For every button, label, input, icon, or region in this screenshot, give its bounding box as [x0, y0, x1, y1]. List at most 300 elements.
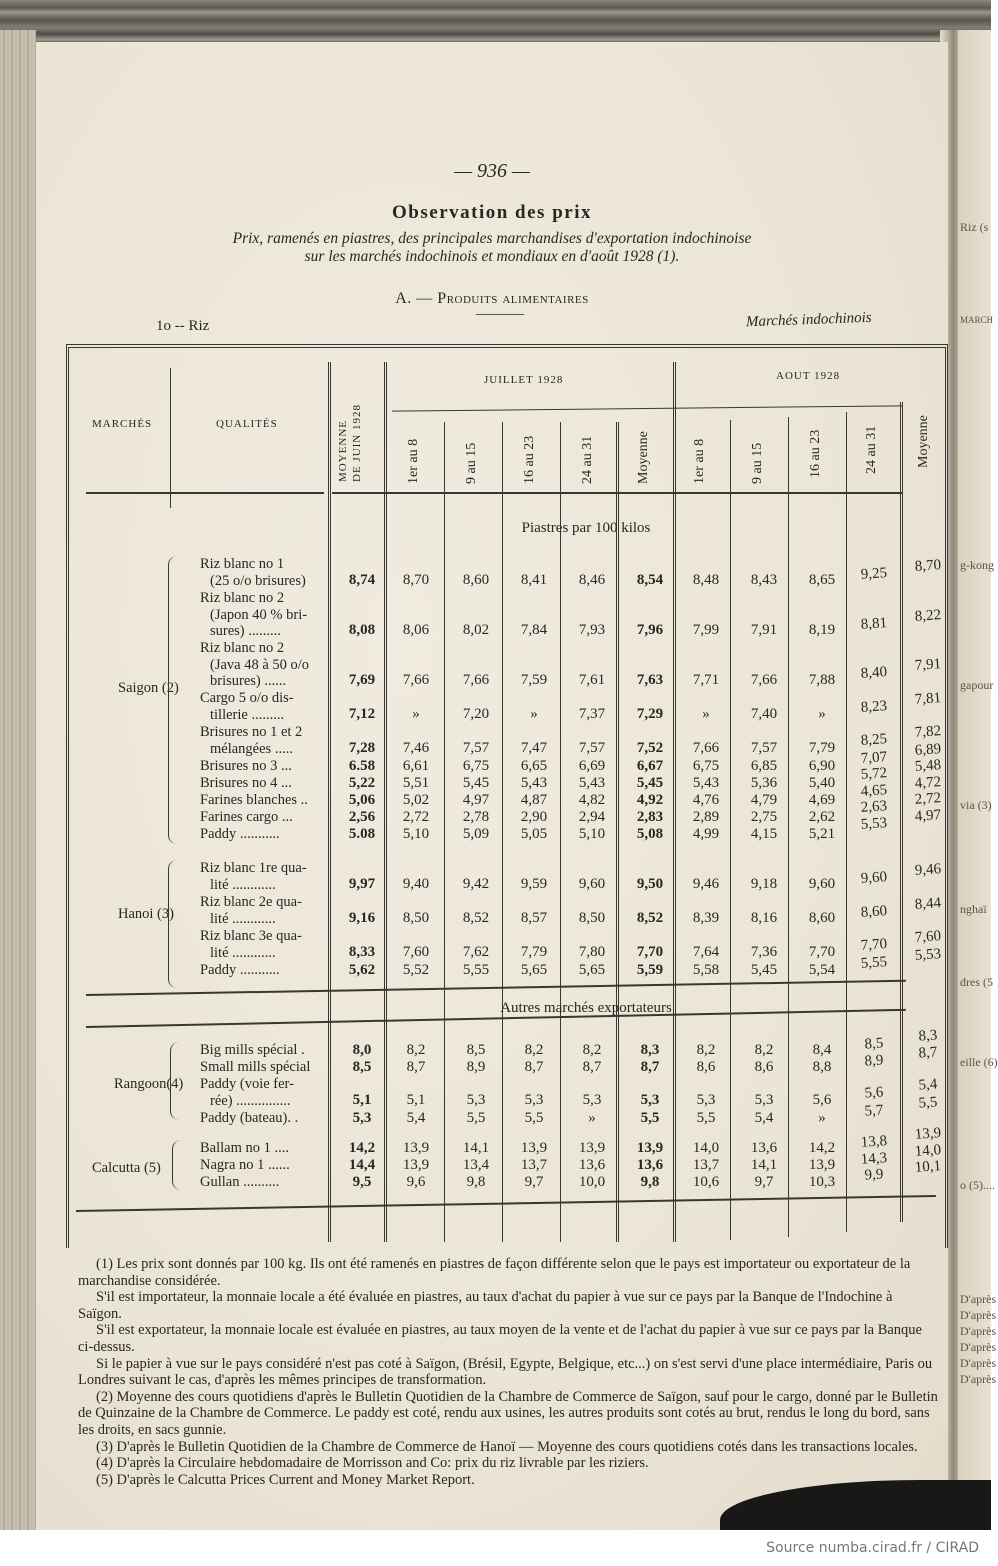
- markets-label: Marchés indochinois: [745, 309, 872, 331]
- table-cell: 4,65: [860, 782, 888, 800]
- quality-line: Riz blanc 1re qua-: [200, 860, 307, 876]
- table-cell: 6,67: [636, 758, 664, 774]
- table-cell: 10,0: [578, 1174, 606, 1190]
- table-cell: 13,6: [636, 1157, 664, 1173]
- table-cell: 10,6: [692, 1174, 720, 1190]
- table-cell: 6,75: [462, 758, 490, 774]
- col-group-juillet: [484, 372, 563, 388]
- table-cell: 2,75: [750, 809, 778, 825]
- brace: [170, 1042, 179, 1120]
- table-cell: 7,81: [914, 690, 942, 708]
- footnote: S'il est importateur, la monnaie locale a été évaluée en piastres, au taux d'achat du papier à vue sur ce pays par la Banque de l'Indochine à Saïgon.: [78, 1289, 893, 1322]
- table-cell: »: [412, 706, 420, 722]
- table-cell: 6,65: [520, 758, 548, 774]
- table-cell: 7,66: [402, 672, 430, 688]
- table-cell: 5,02: [402, 792, 430, 808]
- table-cell: 4,79: [750, 792, 778, 808]
- table-cell: 8,9: [864, 1052, 884, 1070]
- table-cell: 5,4: [918, 1076, 938, 1094]
- quality-line: Paddy ...........: [200, 826, 280, 842]
- table-cell: 8,40: [860, 664, 888, 682]
- table-cell: 8,16: [750, 910, 778, 926]
- table-cell: 7,60: [914, 928, 942, 946]
- facing-page: [958, 30, 998, 1530]
- table-cell: 8,8: [812, 1059, 832, 1075]
- table-cell: 9,5: [352, 1174, 372, 1190]
- table-cell: 5,08: [636, 826, 664, 842]
- table-cell: 14,0: [692, 1140, 720, 1156]
- table-cell: 8,2: [696, 1042, 716, 1058]
- table-cell: 7,91: [750, 622, 778, 638]
- table-cell: 5,3: [696, 1092, 716, 1108]
- table-cell: 8,52: [462, 910, 490, 926]
- table-cell: 8,60: [462, 572, 490, 588]
- table-cell: 9,50: [636, 876, 664, 892]
- source-credit: Source numba.cirad.fr / CIRAD: [766, 1540, 979, 1556]
- table-cell: 8,3: [918, 1027, 938, 1045]
- table-cell: 7,52: [636, 740, 664, 756]
- divider: [170, 368, 171, 508]
- col-header-juillet-moyenne: Moyenne: [636, 431, 651, 484]
- quality-line: Gullan ..........: [200, 1174, 280, 1190]
- table-cell: 8,23: [860, 698, 888, 716]
- table-cell: 4,72: [914, 774, 942, 792]
- col-header-line: MOYENNE: [337, 420, 349, 482]
- quality-line: Paddy ...........: [200, 962, 280, 978]
- table-cell: 7,57: [578, 740, 606, 756]
- table-cell: 8,50: [402, 910, 430, 926]
- facing-text: D'après: [960, 1308, 997, 1322]
- col-header-line: DE JUIN 1928: [351, 404, 363, 482]
- table-cell: 8,5: [864, 1035, 884, 1053]
- table-cell: 2,78: [462, 809, 490, 825]
- table-cell: 9,46: [914, 861, 942, 879]
- table-cell: 2,89: [692, 809, 720, 825]
- table-cell: 7,64: [692, 944, 720, 960]
- table-cell: 6,90: [808, 758, 836, 774]
- table-cell: 9,97: [348, 876, 376, 892]
- quality-line: (25 o/o brisures): [210, 572, 306, 589]
- table-cell: 9,59: [520, 876, 548, 892]
- table-cell: 5,10: [402, 826, 430, 842]
- table-cell: 7,28: [348, 740, 376, 756]
- table-cell: 5,5: [918, 1094, 938, 1112]
- quality-line: Riz blanc 2e qua-: [200, 894, 302, 910]
- table-cell: 5,09: [462, 826, 490, 842]
- table-cell: 13,9: [402, 1157, 430, 1173]
- footnote: (1) Les prix sont donnés par 100 kg. Ils ont été ramenés en piastres de façon différente selon que le pays est importateur ou exportateur de la marchandise considérée.: [78, 1256, 911, 1289]
- table-cell: 8,33: [348, 944, 376, 960]
- table-cell: 7,96: [636, 622, 664, 638]
- quality-line: Brisures no 1 et 2: [200, 724, 303, 740]
- footnote: Si le papier à vue sur le pays considéré n'est pas coté à Saïgon, (Brésil, Egypte, Belgique, etc...) on s'est servi d'une place intermédiaire, Paris ou Londres suivant le cas, d'après les mêmes principes de transformation.: [78, 1355, 933, 1389]
- table-cell: 8,5: [466, 1042, 486, 1058]
- table-cell: 13,9: [578, 1140, 606, 1156]
- table-cell: 7,57: [750, 740, 778, 756]
- table-cell: 6,69: [578, 758, 606, 774]
- table-cell: 2,63: [860, 798, 888, 816]
- quality-line: Brisures no 3 ...: [200, 758, 292, 774]
- table-cell: 8,08: [348, 622, 376, 638]
- footnote: (5) D'après le Calcutta Prices Current and Money Market Report.: [96, 1471, 475, 1488]
- table-cell: 7,80: [578, 944, 606, 960]
- table-cell: 14,3: [860, 1150, 888, 1168]
- table-cell: 5,65: [578, 962, 606, 978]
- table-cell: 8,81: [860, 615, 888, 633]
- footnote: (4) D'après la Circulaire hebdomadaire de Morrisson and Co: prix du riz livrable par les riziers.: [96, 1455, 649, 1472]
- table-cell: 5,55: [462, 962, 490, 978]
- table-cell: 4,97: [914, 807, 942, 825]
- document-page: [36, 42, 948, 1530]
- table-cell: 9,8: [466, 1174, 486, 1190]
- book-top-edge: [0, 0, 991, 42]
- table-cell: 5,53: [860, 815, 888, 833]
- table-cell: 8,46: [578, 572, 606, 588]
- table-cell: 8,06: [402, 622, 430, 638]
- page-title: Observation des prix: [392, 202, 592, 223]
- table-cell: 8,70: [402, 572, 430, 588]
- table-cell: 7,70: [860, 936, 888, 954]
- table-cell: 8,60: [808, 910, 836, 926]
- quality-line: Ballam no 1 ....: [200, 1140, 290, 1156]
- table-cell: 5,72: [860, 765, 888, 783]
- table-cell: 7,66: [750, 672, 778, 688]
- quality-line: (Japon 40 % bri-: [210, 606, 308, 623]
- facing-text: D'après: [960, 1356, 997, 1370]
- table-cell: 8,52: [636, 910, 664, 926]
- table-cell: 5,21: [808, 826, 836, 842]
- facing-text: gapour: [960, 678, 994, 692]
- table-cell: 5,22: [348, 775, 376, 791]
- page-number: — 936 —: [454, 160, 530, 182]
- table-cell: 14,1: [462, 1140, 490, 1156]
- quality-line: Farines blanches ..: [200, 792, 308, 808]
- table-cell: 7,66: [692, 740, 720, 756]
- facing-text: MARCH: [960, 315, 994, 325]
- col-group-aout: [776, 368, 840, 384]
- market-saigon: Saigon (2): [118, 680, 179, 696]
- table-cell: 8,65: [808, 572, 836, 588]
- col-header-aout-1: 1er au 8: [692, 438, 707, 484]
- table-cell: 8,43: [750, 572, 778, 588]
- table-cell: 5,3: [582, 1092, 602, 1108]
- table-cell: 5,58: [692, 962, 720, 978]
- quality-line: Small mills spécial: [200, 1059, 311, 1075]
- table-cell: 8,25: [860, 731, 888, 749]
- section-heading: [36, 290, 948, 308]
- section-prefix: A. —: [395, 290, 433, 307]
- facing-text: via (3): [960, 798, 992, 812]
- table-cell: 7,62: [462, 944, 490, 960]
- table-cell: 4,99: [692, 826, 720, 842]
- table-cell: 5,1: [352, 1092, 372, 1108]
- table-cell: 13,6: [578, 1157, 606, 1173]
- table-cell: 8,19: [808, 622, 836, 638]
- table-cell: 8,6: [754, 1059, 774, 1075]
- table-cell: 8,5: [352, 1059, 372, 1075]
- quality-line: Farines cargo ...: [200, 809, 293, 825]
- table-cell: 5,5: [640, 1110, 660, 1126]
- table-cell: 5,43: [578, 775, 606, 791]
- table-cell: 5,7: [864, 1102, 884, 1120]
- table-cell: 8,7: [406, 1059, 426, 1075]
- table-cell: 2,94: [578, 809, 606, 825]
- table-cell: 2,72: [402, 809, 430, 825]
- table-cell: 9,60: [578, 876, 606, 892]
- table-cell: 14,4: [348, 1157, 376, 1173]
- table-cell: 13,4: [462, 1157, 490, 1173]
- table-cell: 8,22: [914, 607, 942, 625]
- quality-line: (Java 48 à 50 o/o: [210, 656, 310, 673]
- quality-line: Brisures no 4 ...: [200, 775, 292, 791]
- col-header-aout-4: 24 au 31: [864, 425, 879, 474]
- table-cell: 5,1: [406, 1092, 426, 1108]
- footnotes: [78, 1256, 938, 1488]
- table-cell: 7,70: [808, 944, 836, 960]
- table-cell: 6.58: [348, 758, 376, 774]
- table-cell: 5,54: [808, 962, 836, 978]
- table-cell: 2,83: [636, 809, 664, 825]
- table-cell: 9,18: [750, 876, 778, 892]
- table-cell: 7,63: [636, 672, 664, 688]
- table-cell: 8,60: [860, 903, 888, 921]
- table-cell: 8,7: [582, 1059, 602, 1075]
- table-cell: 5,36: [750, 775, 778, 791]
- table-cell: 7,59: [520, 672, 548, 688]
- table-cell: 5,3: [640, 1092, 660, 1108]
- table-cell: 14,1: [750, 1157, 778, 1173]
- subtitle-line: Prix, ramenés en piastres, des principales marchandises d'exportation indochinoise: [232, 230, 752, 247]
- table-cell: 2,56: [348, 809, 376, 825]
- col-header-juillet-4: 24 au 31: [580, 435, 595, 484]
- table-cell: 8,9: [466, 1059, 486, 1075]
- table-cell: 8,4: [812, 1042, 832, 1058]
- table-cell: 5,52: [402, 962, 430, 978]
- table-cell: 5,06: [348, 792, 376, 808]
- col-header-aout-2: 9 au 15: [750, 442, 765, 484]
- table-cell: 7,36: [750, 944, 778, 960]
- table-cell: 5,10: [578, 826, 606, 842]
- table-cell: 8,54: [636, 572, 664, 588]
- table-cell: 13,9: [520, 1140, 548, 1156]
- table-cell: 5,4: [406, 1110, 426, 1126]
- facing-text: eille (6): [960, 1055, 998, 1069]
- table-cell: 7,99: [692, 622, 720, 638]
- table-cell: 5,5: [524, 1110, 544, 1126]
- table-cell: 2,90: [520, 809, 548, 825]
- table-cell: 5,40: [808, 775, 836, 791]
- divider: [476, 314, 524, 315]
- table-cell: 13,9: [914, 1125, 942, 1143]
- table-cell: 8,41: [520, 572, 548, 588]
- col-group-label: JUILLET 1928: [484, 374, 564, 386]
- col-header-juillet-1: 1er au 8: [406, 438, 421, 484]
- table-cell: 7,29: [636, 706, 664, 722]
- table-cell: 8,74: [348, 572, 376, 588]
- table-cell: 8,44: [914, 895, 942, 913]
- table-cell: 9,46: [692, 876, 720, 892]
- footnote: (3) D'après le Bulletin Quotidien de la Chambre de Commerce de Hanoï — Moyenne des cours quotidiens cotés dans les transactions locales.: [96, 1438, 918, 1455]
- table-cell: 8,02: [462, 622, 490, 638]
- table-cell: 8,57: [520, 910, 548, 926]
- table-cell: 6,75: [692, 758, 720, 774]
- table-cell: 5,3: [466, 1092, 486, 1108]
- table-cell: 4,69: [808, 792, 836, 808]
- table-cell: 5,55: [860, 954, 888, 972]
- table-cell: 7,61: [578, 672, 606, 688]
- col-group-label: AOUT 1928: [776, 370, 841, 382]
- table-cell: 8,3: [640, 1042, 660, 1058]
- table-cell: 8,7: [524, 1059, 544, 1075]
- table-cell: 8,50: [578, 910, 606, 926]
- header-rule: [86, 492, 324, 494]
- footnote: (2) Moyenne des cours quotidiens d'après le Bulletin Quotidien de la Chambre de Commerce de Saïgon, sauf pour le cargo, donné par le Bulletin de Quinzaine de la Chambre de Commerce. Le paddy est coté, rendu aux usines, les autres produits sont cotés au brut, rendus le long du bord, sans les droits, en sacs gunnie.: [78, 1388, 938, 1438]
- table-cell: 5,6: [812, 1092, 832, 1108]
- table-cell: 5,62: [348, 962, 376, 978]
- table-cell: 6,89: [914, 741, 942, 759]
- footnote: S'il est exportateur, la monnaie locale est évaluée en piastres, au taux moyen de la vente et de l'achat du papier à vue sur ce pays par la Banque ci-dessus.: [78, 1322, 922, 1355]
- table-cell: 6,85: [750, 758, 778, 774]
- table-cell: 13,7: [692, 1157, 720, 1173]
- col-header-qualites: QUALITÉS: [216, 418, 278, 430]
- quality-line: lité ............: [210, 876, 276, 893]
- header-rule: [332, 492, 902, 494]
- table-cell: 6,61: [402, 758, 430, 774]
- table-cell: 7,91: [914, 656, 942, 674]
- table-cell: 9,6: [406, 1174, 426, 1190]
- brace: [168, 556, 177, 844]
- table-cell: »: [818, 706, 826, 722]
- table-cell: 4,76: [692, 792, 720, 808]
- col-header-juillet-3: 16 au 23: [522, 435, 537, 484]
- facing-text: D'après: [960, 1324, 997, 1338]
- table-cell: 5,43: [692, 775, 720, 791]
- section-title: Produits alimentaires: [437, 290, 589, 307]
- table-cell: 8,70: [914, 557, 942, 575]
- table-cell: 7,69: [348, 672, 376, 688]
- quality-line: Riz blanc no 2: [200, 640, 285, 656]
- table-cell: 8,39: [692, 910, 720, 926]
- table-cell: 9,7: [524, 1174, 544, 1190]
- table-cell: 9,40: [402, 876, 430, 892]
- table-cell: 8,2: [406, 1042, 426, 1058]
- table-cell: 7,79: [808, 740, 836, 756]
- table-cell: 7,07: [860, 749, 888, 767]
- market-rangoon: Rangoon(4): [114, 1076, 184, 1092]
- brace: [172, 1140, 181, 1190]
- quality-line: Riz blanc no 1: [200, 556, 285, 572]
- quality-line: lité ............: [210, 944, 276, 961]
- table-cell: 13,9: [808, 1157, 836, 1173]
- quality-line: sures) .........: [210, 623, 281, 639]
- table-cell: 7,88: [808, 672, 836, 688]
- table-cell: »: [530, 706, 538, 722]
- table-cell: 5,59: [636, 962, 664, 978]
- market-calcutta: Calcutta (5): [92, 1160, 161, 1176]
- quality-line: Paddy (bateau). .: [200, 1110, 299, 1126]
- col-header-juillet-2: 9 au 15: [464, 442, 479, 484]
- table-cell: 5,3: [524, 1092, 544, 1108]
- table-cell: 7,37: [578, 706, 606, 722]
- table-cell: 5.08: [348, 826, 376, 842]
- table-cell: 10,3: [808, 1174, 836, 1190]
- table-cell: 2,62: [808, 809, 836, 825]
- facing-text: D'après: [960, 1292, 997, 1306]
- facing-text: g-kong: [960, 558, 994, 572]
- table-cell: 10,1: [914, 1158, 942, 1176]
- quality-line: Riz blanc 3e qua-: [200, 928, 302, 944]
- table-cell: 5,48: [914, 757, 942, 775]
- table-cell: 9,9: [864, 1166, 884, 1184]
- table-cell: »: [702, 706, 710, 722]
- table-cell: 13,8: [860, 1133, 888, 1151]
- table-cell: 14,2: [808, 1140, 836, 1156]
- table-cell: 8,2: [524, 1042, 544, 1058]
- table-cell: 5,51: [402, 775, 430, 791]
- subtitle-line: sur les marchés indochinois et mondiaux en d'août 1928 (1).: [304, 248, 680, 265]
- table-cell: 4,82: [578, 792, 606, 808]
- table-cell: 8,0: [352, 1042, 372, 1058]
- quality-line: lité ............: [210, 910, 276, 927]
- table-cell: 9,42: [462, 876, 490, 892]
- table-cell: 8,6: [696, 1059, 716, 1075]
- table-cell: 7,60: [402, 944, 430, 960]
- facing-text: D'après: [960, 1372, 997, 1386]
- table-cell: 7,20: [462, 706, 490, 722]
- quality-line: Nagra no 1 ......: [200, 1157, 290, 1173]
- table-cell: 5,45: [462, 775, 490, 791]
- table-cell: 9,8: [640, 1174, 660, 1190]
- quality-line: rée) ...............: [210, 1092, 291, 1109]
- table-cell: 7,82: [914, 723, 942, 741]
- table-cell: 14,2: [348, 1140, 376, 1156]
- facing-text: Riz (s: [960, 220, 989, 234]
- table-cell: 5,3: [754, 1092, 774, 1108]
- table-cell: 8,2: [582, 1042, 602, 1058]
- table-cell: 7,40: [750, 706, 778, 722]
- table-cell: 5,45: [636, 775, 664, 791]
- table-cell: 7,71: [692, 672, 720, 688]
- table-cell: 5,6: [864, 1084, 884, 1102]
- quality-line: Paddy (voie fer-: [200, 1076, 294, 1092]
- quality-line: Cargo 5 o/o dis-: [200, 690, 294, 706]
- table-cell: 5,53: [914, 946, 942, 964]
- table-cell: 9,16: [348, 910, 376, 926]
- table-cell: 9,7: [754, 1174, 774, 1190]
- table-cell: 4,15: [750, 826, 778, 842]
- table-cell: 4,87: [520, 792, 548, 808]
- table-cell: 7,47: [520, 740, 548, 756]
- table-cell: 2,72: [914, 790, 942, 808]
- quality-line: Big mills spécial .: [200, 1042, 305, 1058]
- facing-text: o (5)....: [960, 1178, 995, 1192]
- facing-text: nghaï: [960, 902, 987, 916]
- unit-label: Piastres par 100 kilos: [521, 520, 651, 536]
- table-cell: 5,45: [750, 962, 778, 978]
- table-cell: 7,57: [462, 740, 490, 756]
- table-cell: 8,48: [692, 572, 720, 588]
- table-cell: 5,4: [754, 1110, 774, 1126]
- table-cell: 7,66: [462, 672, 490, 688]
- table-cell: 9,60: [808, 876, 836, 892]
- col-header-aout-moyenne: Moyenne: [916, 415, 931, 468]
- table-cell: »: [588, 1110, 596, 1126]
- table-cell: 8,7: [918, 1044, 938, 1062]
- divider: [444, 422, 445, 1242]
- table-cell: »: [818, 1110, 826, 1126]
- table-cell: 9,60: [860, 869, 888, 887]
- quality-line: mélangées .....: [210, 740, 293, 757]
